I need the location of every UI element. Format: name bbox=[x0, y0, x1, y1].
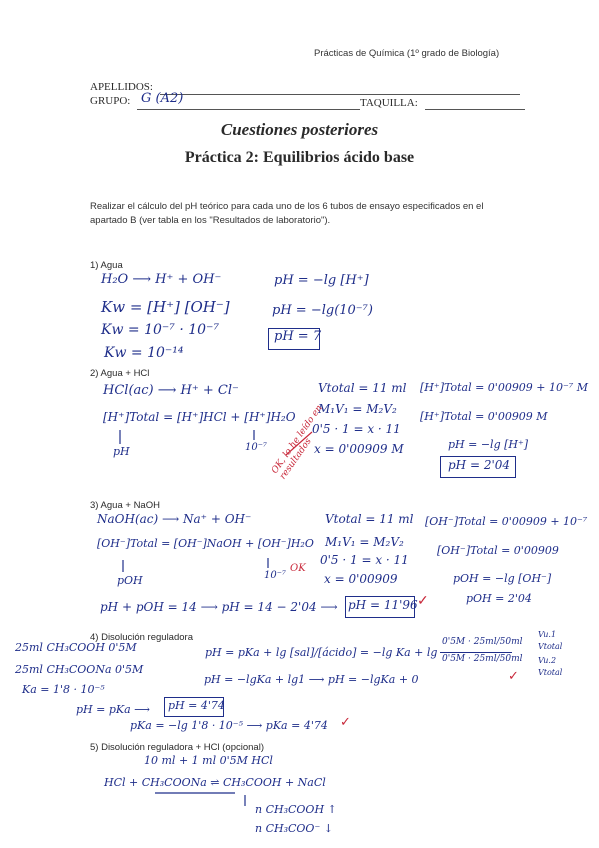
s3-m4: x = 0'00909 bbox=[324, 572, 398, 586]
s5-l3: n CH₃COOH ↑ bbox=[255, 803, 337, 816]
s3-eq2: [OH⁻]Total = [OH⁻]NaOH + [OH⁻]H₂O bbox=[97, 537, 314, 550]
check-mark-icon: ✓ bbox=[340, 714, 351, 729]
s4-eq3-box: pH = 4'74 bbox=[168, 699, 225, 712]
s5-l1: 10 ml + 1 ml 0'5M HCl bbox=[144, 754, 273, 767]
s2-r1: [H⁺]Total = 0'00909 + 10⁻⁷ M bbox=[420, 381, 588, 394]
s2-m4: x = 0'00909 M bbox=[314, 442, 404, 456]
s1-r2: pH = −lg(10⁻⁷) bbox=[272, 303, 373, 318]
s2-r3: pH = −lg [H⁺] bbox=[448, 438, 529, 451]
s2-ph: pH bbox=[113, 445, 130, 458]
correction-arrow-icon bbox=[286, 432, 312, 455]
s3-m2: M₁V₁ = M₂V₂ bbox=[325, 535, 404, 549]
s3-r4: pOH = 2'04 bbox=[466, 592, 532, 605]
s4-v2: Vtotal bbox=[538, 642, 563, 651]
grupo-label: GRUPO: bbox=[90, 95, 131, 107]
s3-ok: OK bbox=[290, 563, 306, 574]
s1-eq2: Kw = [H⁺] [OH⁻] bbox=[101, 298, 230, 316]
instructions-text: Realizar el cálculo del pH teórico para cada uno de los 6 tubos de ensayo especificados en el apartado B (ver tabla en los "Resultados de laboratorio"). bbox=[90, 201, 484, 226]
s4-eq1: pH = pKa + lg [sal]/[ácido] = −lg Ka + lg bbox=[205, 646, 438, 659]
s3-r3: pOH = −lg [OH⁻] bbox=[453, 572, 552, 585]
section-heading: 5) Disolución reguladora + HCl (opcional) bbox=[90, 742, 264, 753]
s2-m3: 0'5 · 1 = x · 11 bbox=[312, 422, 401, 436]
s2-teacher-note: OK, lo he leído en resultados bbox=[270, 403, 325, 482]
s3-r1: [OH⁻]Total = 0'00909 + 10⁻⁷ bbox=[425, 515, 588, 528]
s1-eq1: H₂O ⟶ H⁺ + OH⁻ bbox=[101, 272, 222, 287]
s3-m3: 0'5 · 1 = x · 11 bbox=[320, 553, 409, 567]
page-title: Cuestiones posteriores bbox=[220, 120, 379, 139]
s4-v4: Vtotal bbox=[538, 668, 563, 677]
s3-eq1: NaOH(ac) ⟶ Na⁺ + OH⁻ bbox=[97, 512, 252, 526]
page-subtitle: Práctica 2: Equilibrios ácido base bbox=[184, 149, 415, 166]
s2-eq1: HCl(ac) ⟶ H⁺ + Cl⁻ bbox=[103, 383, 239, 398]
s4-l2: 25ml CH₃COONa 0'5M bbox=[15, 663, 144, 676]
s2-r4: pH = 2'04 bbox=[448, 458, 511, 472]
section-heading: 1) Agua bbox=[90, 260, 123, 271]
s5-l4: n CH₃COO⁻ ↓ bbox=[255, 822, 333, 835]
apellidos-label: APELLIDOS: bbox=[90, 81, 153, 93]
s4-v3: Vu.2 bbox=[538, 656, 557, 665]
grupo-value: G (A2) bbox=[141, 91, 184, 106]
s2-m2: M₁V₁ = M₂V₂ bbox=[318, 402, 397, 416]
s3-sub: 10⁻⁷ bbox=[264, 570, 287, 581]
s4-v1: Vu.1 bbox=[538, 630, 557, 639]
s3-final-box: pH = 11'96 bbox=[348, 598, 418, 612]
check-mark-icon: ✓ bbox=[508, 668, 519, 683]
course-header: Prácticas de Química (1º grado de Biología) bbox=[314, 48, 500, 59]
s4-l1: 25ml CH₃COOH 0'5M bbox=[15, 641, 137, 654]
s4-frac-top: 0'5M · 25ml/50ml bbox=[442, 637, 523, 647]
s4-eq2: pH = −lgKa + lg1 ⟶ pH = −lgKa + 0 bbox=[204, 673, 419, 686]
section-heading: 4) Disolución reguladora bbox=[90, 632, 193, 643]
s2-sub: 10⁻⁷ bbox=[245, 442, 268, 453]
s3-m1: Vtotal = 11 ml bbox=[325, 512, 414, 526]
s3-r2: [OH⁻]Total = 0'00909 bbox=[437, 544, 559, 557]
s4-frac-bot: 0'5M · 25ml/50ml bbox=[442, 654, 523, 664]
section-heading: 2) Agua + HCl bbox=[90, 368, 150, 379]
check-mark-icon: ✓ bbox=[417, 592, 429, 608]
s4-eq3: pH = pKa ⟶ bbox=[76, 703, 150, 716]
s4-eq4: pKa = −lg 1'8 · 10⁻⁵ ⟶ pKa = 4'74 bbox=[130, 719, 328, 732]
taquilla-label: TAQUILLA: bbox=[360, 97, 418, 109]
section-heading: 3) Agua + NaOH bbox=[90, 500, 160, 511]
s4-l3: Ka = 1'8 · 10⁻⁵ bbox=[22, 683, 105, 696]
s1-eq4: Kw = 10⁻¹⁴ bbox=[104, 345, 184, 361]
s5-l2: HCl + CH₃COONa ⇌ CH₃COOH + NaCl bbox=[104, 776, 326, 789]
s1-eq3: Kw = 10⁻⁷ · 10⁻⁷ bbox=[101, 322, 220, 338]
s1-r3: pH = 7 bbox=[274, 329, 322, 344]
s3-final: pH + pOH = 14 ⟶ pH = 14 − 2'04 ⟶ bbox=[100, 600, 338, 614]
s2-r2: [H⁺]Total = 0'00909 M bbox=[420, 410, 548, 423]
s1-r1: pH = −lg [H⁺] bbox=[274, 273, 369, 288]
s3-poh: pOH bbox=[117, 574, 143, 587]
s2-m1: Vtotal = 11 ml bbox=[318, 381, 407, 395]
s2-eq2: [H⁺]Total = [H⁺]HCl + [H⁺]H₂O bbox=[103, 410, 296, 424]
